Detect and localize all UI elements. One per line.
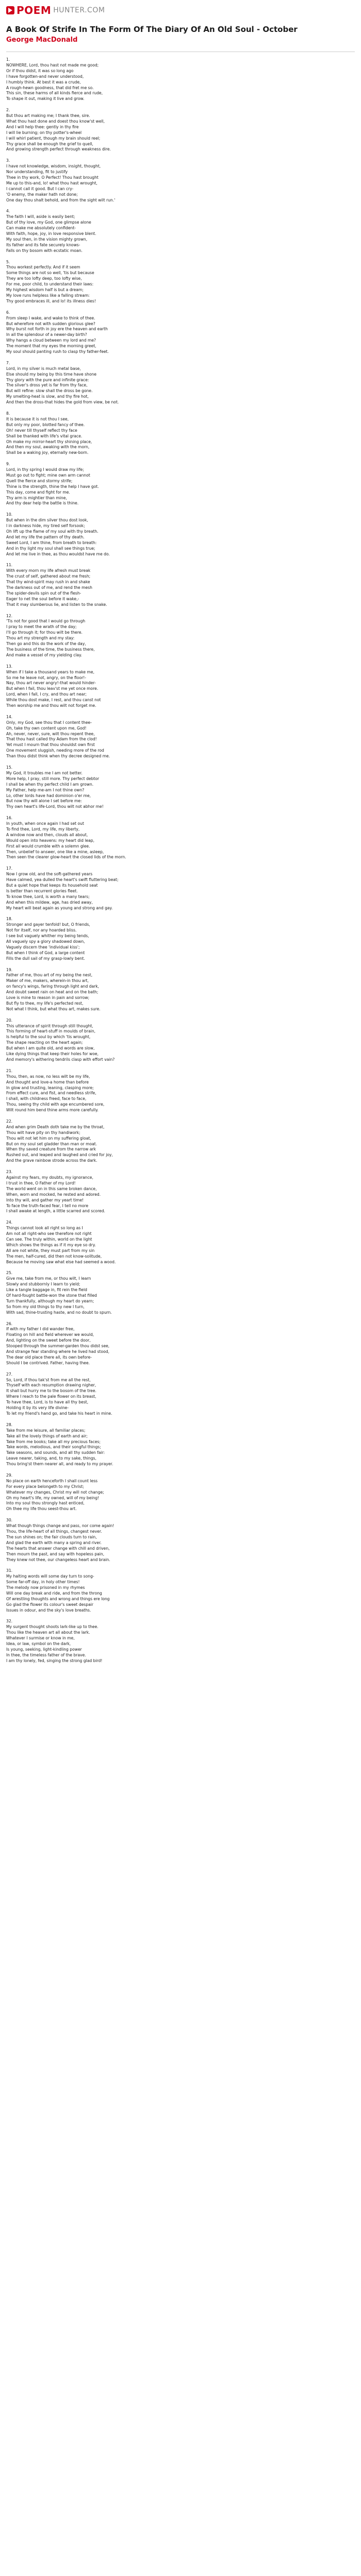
- poem-line: Not for itself, nor any hoarded bliss.: [6, 928, 77, 933]
- poem-line: For every place belongeth to my Christ;: [6, 1484, 84, 1489]
- poem-line: No place on earth henceforth I shall count less: [6, 1478, 98, 1483]
- stanza-number: 26.: [6, 1321, 13, 1326]
- poem-line: More help, I pray, still more. Thy perfect debtor: [6, 776, 100, 781]
- stanza: [6, 57, 355, 102]
- poem-line: Idea, or law, symbol on the dark,: [6, 1641, 71, 1647]
- poem-line: What thou hast done and doest thou know'st well,: [6, 118, 105, 124]
- poem-line: To find thee, Lord, my life, my liberty,: [6, 826, 80, 832]
- poem-line: What though things change and pass, nor come again!: [6, 1523, 114, 1529]
- poem-line: And let my life the pattern of thy death.: [6, 534, 85, 539]
- poem-line: Its father and its fate securely knows-: [6, 242, 80, 247]
- poem-line: Thyself with each resumption drawing nigher,: [6, 1383, 96, 1388]
- poem-line: But fly to thee, my life's perfected rest,: [6, 1001, 84, 1006]
- poem-line: Turn thankfully, although my heart do yearn;: [6, 1298, 94, 1303]
- stanza-number: 3.: [6, 158, 10, 163]
- stanza-number: 25.: [6, 1270, 13, 1276]
- poem-line: From effect cure, and fist, and needless strife,: [6, 1091, 96, 1096]
- poem-line: Oh, take thy own content upon me, God!: [6, 725, 87, 731]
- poem-line: And thought and love-a home than before: [6, 1079, 89, 1084]
- poem-line: I'll go through it; for thou wilt be there.: [6, 630, 83, 635]
- poem-line: My smelting-heat is slow, and thy fire hot,: [6, 394, 89, 399]
- poem-line: But when I am quite old, and words are slow,: [6, 1046, 95, 1051]
- poem-line: NOWHERE, Lord, thou hast not made me good;: [6, 62, 99, 67]
- poem-line: Is young, seeking, light-kindling power: [6, 1647, 82, 1652]
- poem-line: Thy arm is mightier than mine,: [6, 495, 67, 500]
- poem-line: Floating on hill and field wherever we would,: [6, 1332, 94, 1337]
- stanza-number: 1.: [6, 57, 10, 62]
- poem-line: Then, unbelief to answer, one like a mine, asleep,: [6, 849, 104, 854]
- poem-line: Thou, the life-heart of all things, changest never.: [6, 1529, 102, 1534]
- poem-line: In thee, the timeless father of the brave.: [6, 1652, 86, 1657]
- stanza-number: 13.: [6, 664, 13, 669]
- poem-line: I shall awake at length, a little scarred and scored.: [6, 1209, 105, 1214]
- poem-body: [0, 57, 361, 1664]
- poem-line: I humbly think. At best it was a crude,: [6, 79, 81, 84]
- poem-line: And glad the earth with many a spring and river.: [6, 1540, 102, 1545]
- poem-line: This utterance of spirit through still thought,: [6, 1023, 93, 1028]
- stanza: [6, 108, 355, 152]
- poem-line: But now thy will alone I set before me:: [6, 799, 82, 804]
- poem-line: In all the splendour of a newer-day birth?: [6, 332, 87, 337]
- poem-line: When if I take a thousand years to make me,: [6, 669, 94, 674]
- poem-line: Leave nearer, taking, and, to my sake, things,: [6, 1456, 96, 1461]
- stanza-number: 10.: [6, 512, 13, 517]
- poem-line: From sleep I wake, and wake to think of thee.: [6, 315, 95, 320]
- poem-line: Thou workest perfectly. And if it seem: [6, 265, 80, 270]
- poem-line: Nor understanding, fit to justify: [6, 170, 68, 175]
- stanza: [6, 411, 355, 456]
- poem-line: Why burst not forth in joy ere the heaven and earth: [6, 327, 108, 332]
- poem-line: To know thee, Lord, is worth a many tears;: [6, 894, 90, 899]
- poem-line: I see but vaguely whither my being tends,: [6, 934, 89, 939]
- poem-line: Falls on thy bosom with ecstatic moan.: [6, 248, 83, 253]
- poem-line: Lord, in thy spring I would draw my life;: [6, 467, 84, 472]
- poem-author-link[interactable]: George MacDonald: [6, 36, 78, 44]
- stanza-number: 28.: [6, 1422, 13, 1427]
- poem-line: Maker of me, makers, wherein-in thou art,: [6, 978, 89, 984]
- poem-line: Then seen the clearer glow-heart the closed lids of the morn.: [6, 855, 126, 860]
- stanza: [6, 1321, 355, 1366]
- stanza-number: 12.: [6, 613, 13, 618]
- poem-line: It shall but hurry me to the bosom of the tree.: [6, 1388, 96, 1394]
- stanza-number: 11.: [6, 563, 13, 568]
- poem-line: Why hangs a cloud between my lord and me?: [6, 338, 96, 343]
- poem-line: Slowly and stubbornly I learn to yield;: [6, 1282, 80, 1287]
- poem-line: Thy grace shall be enough the grief to quell,: [6, 141, 93, 146]
- stanza: [6, 1119, 355, 1164]
- stanza: [6, 1568, 355, 1613]
- poem-line: And let me live in thee, as thou wouldst have me do.: [6, 551, 110, 556]
- stanza-number: 15.: [6, 765, 13, 770]
- poem-line: And, lighting on the sweet before the door,: [6, 1338, 91, 1343]
- stanza-number: 6.: [6, 310, 10, 315]
- poem-line: To let my friend's hand go, and take his heart in mine.: [6, 1411, 112, 1416]
- poem-line: Take words, melodious, and their songful things;: [6, 1445, 101, 1450]
- poem-line: Where I reach to the pale flower on its breast,: [6, 1394, 96, 1399]
- stanza: [6, 563, 355, 607]
- poem-line: And doubt sweet rain on heat and on the bath;: [6, 990, 99, 995]
- poem-line: But on my soul set gladder than man or moat.: [6, 1141, 97, 1146]
- stanza: [6, 1473, 355, 1512]
- poem-line: And memory's withering tendrils clasp with effort vain?: [6, 1057, 115, 1062]
- stanza-number: 23.: [6, 1170, 13, 1175]
- poem-line: One day thou shalt behold, and from the sight wilt run.': [6, 197, 116, 202]
- stanza: [6, 1518, 355, 1563]
- poem-line: For me, poor child, to understand their laws:: [6, 282, 94, 287]
- poem-line: And in thy light my soul shall see things true;: [6, 546, 95, 551]
- poem-line: Take from me books; take all my precious faces;: [6, 1439, 101, 1444]
- poem-line: Thou wilt have pity on thy handiwork;: [6, 1130, 80, 1135]
- poem-line: I am thy lonely, fed, singing the strong glad bird!: [6, 1658, 103, 1663]
- poem-line: I cannot call it good. But I can cry-: [6, 186, 74, 191]
- poem-line: And when this mildew, age, has dried away,: [6, 900, 93, 905]
- poem-line: But wherefore not with sudden glorious glee?: [6, 321, 95, 326]
- stanza: [6, 512, 355, 557]
- poem-line: Can make me absolutely confident-: [6, 226, 76, 231]
- poem-line: Am not all right-who see therefore not right: [6, 1231, 92, 1236]
- stanza-number: 32.: [6, 1619, 13, 1624]
- poem-line: In glow and trusting, leaning, clasping more;: [6, 1085, 94, 1090]
- poem-line: Is better than recurrent glories fleet.: [6, 888, 78, 893]
- poem-line: They are too lofty deep, too lofty wise,: [6, 276, 82, 281]
- stanza-number: 5.: [6, 259, 10, 264]
- poem-line: Else should my being by this time have shone: [6, 371, 96, 377]
- stanza: [6, 462, 355, 506]
- poem-line: And I will help thee: gently in thy fire: [6, 124, 79, 129]
- poem-line: And strange fear standing where he lived had stood,: [6, 1349, 109, 1354]
- stanza-number: 18.: [6, 917, 13, 922]
- poem-line: In youth, when once again I had set out: [6, 821, 84, 826]
- poem-line: The business of the time, the business there,: [6, 647, 95, 652]
- poem-line: This day, come and fight for me.: [6, 489, 70, 495]
- poem-line: So, Lord, if thou tak'st from me all the rest,: [6, 1377, 91, 1382]
- poem-line: Take from me leisure, all familiar places;: [6, 1428, 86, 1433]
- poem-line: And thy dear help the battle is thine.: [6, 501, 79, 506]
- poem-line: Thou wilt not let him on my suffering gloat,: [6, 1136, 91, 1141]
- poem-line: Like a tangle baggage in, fit rein the field: [6, 1287, 87, 1293]
- poem-line: To have thee, Lord, is to have all thy best,: [6, 1400, 89, 1405]
- poem-line: Thee in thy work, O Perfect! Thou hast brought: [6, 175, 99, 180]
- poem-line: But of thy love, my God, one glimpse alone: [6, 220, 91, 225]
- poem-line: But will refine: slow shall the dross be gone.: [6, 388, 93, 394]
- stanza-number: 16.: [6, 816, 13, 821]
- poem-line: Shall be a waking joy, eternally new-born.: [6, 450, 89, 455]
- poem-line: Oh make my mirror-heart thy shining place,: [6, 439, 92, 444]
- stanza: [6, 361, 355, 405]
- poem-line: The crust of self, gathered about me fresh;: [6, 574, 91, 579]
- stanza-number: 19.: [6, 967, 13, 972]
- poem-line: This sin, these harms of all kinds fierce and rude,: [6, 91, 103, 96]
- poem-line: My surgent thought shoots lark-like up to thee.: [6, 1624, 99, 1630]
- poem-line: Will one day break and ride, and from the throng: [6, 1590, 102, 1596]
- stanza: [6, 1619, 355, 1664]
- stanza: [6, 765, 355, 810]
- poem-line: But when I think of God, a large content: [6, 950, 85, 955]
- stanza-number: 27.: [6, 1371, 13, 1377]
- poem-line: When, worn and mocked, he rested and adored.: [6, 1192, 101, 1197]
- poem-line: Now I grow old, and the soft-gathered years: [6, 872, 93, 877]
- stanza-number: 29.: [6, 1472, 13, 1478]
- poem-line: The world went on in this same broken dance,: [6, 1186, 97, 1191]
- poem-line: Issues in odour, and the sky's love breaths.: [6, 1607, 91, 1613]
- poem-line: All are not white, they must part from my sin: [6, 1248, 95, 1253]
- poem-line: To face the truth-faced fear, I tell no more: [6, 1203, 89, 1208]
- poem-line: Lord, when I fall, I cry, and thou art near;: [6, 692, 87, 697]
- stanza: [6, 1270, 355, 1315]
- poem-line: Thine is the strength, thine the help I have got.: [6, 484, 99, 489]
- poem-line: Whatever my changes, Christ my will not change;: [6, 1489, 104, 1495]
- poem-line: My soul should panting rush to clasp thy father-feet.: [6, 349, 109, 354]
- poem-line: Into thy will, and gather my yeart time!: [6, 1197, 84, 1202]
- poem-line: The silver's dross yet is far from thy face,: [6, 383, 88, 388]
- poem-line: A rough-hewn goodness, that did fret me so.: [6, 85, 94, 90]
- poem-line: The sun shines on; the fair clouds turn to rain,: [6, 1534, 97, 1539]
- stanza: [6, 968, 355, 1012]
- poem-line: 'Tis not for good that I would go through: [6, 619, 86, 624]
- poem-line: That it may slumberous lie, and listen to the snake.: [6, 602, 107, 607]
- poem-line: Oh thee my life thou seest-thou art.: [6, 1506, 77, 1512]
- poem-line: The melody now prisoned in my rhymes: [6, 1585, 85, 1590]
- poem-line: And growing strength perfect through weakness dire.: [6, 147, 111, 152]
- poem-line: Thou art my strength and my stay:: [6, 636, 75, 641]
- stanza: [6, 1220, 355, 1265]
- poem-line: The moment that my eyes the morning greet,: [6, 344, 96, 349]
- poem-line: My God, it troubles me I am not better.: [6, 770, 83, 775]
- poem-line: Is helpful to the soul by which 'tis wrought,: [6, 1035, 91, 1040]
- stanza: [6, 1170, 355, 1214]
- poem-line: My highest wisdom half is but a dream;: [6, 287, 84, 293]
- stanza: [6, 866, 355, 911]
- stanza-number: 24.: [6, 1220, 13, 1225]
- poem-line: Go glad the flower its colour's sweet despair: [6, 1602, 93, 1607]
- stanza: [6, 260, 355, 304]
- poem-line: Not what I think, but what thou art, makes sure.: [6, 1006, 101, 1011]
- poem-line: Thou bring'st them nearer all, and ready to my prayer.: [6, 1462, 113, 1467]
- poem-line: Whatever I surmise or know in me,: [6, 1636, 75, 1641]
- poem-line: Oh! never till thyself reflect thy face: [6, 428, 77, 433]
- poem-line: One movement sluggish, needing more of the rod: [6, 748, 104, 753]
- poem-heading: [0, 21, 361, 47]
- site-logo[interactable]: [6, 4, 105, 16]
- stanza: [6, 917, 355, 961]
- poem-line: While thou dost make, I rest, and thou canst not: [6, 698, 101, 703]
- poem-line: Thou like the heaven art all about the lark.: [6, 1630, 90, 1635]
- poem-line: on fancy's wings, faring through light and dark,: [6, 984, 100, 989]
- poem-line: Oh lift up the flame of my soul with thy breath.: [6, 529, 99, 534]
- poem-line: Give me, take from me, or thou wilt, I learn: [6, 1276, 91, 1281]
- stanza: [6, 1422, 355, 1467]
- stanza-number: 14.: [6, 714, 13, 719]
- poem-line: Shall be thanked with life's vital grace.: [6, 433, 83, 438]
- poem-line: Than thou didst think when thy decree designed me.: [6, 754, 110, 759]
- poem-line: Lord, in my silver is much metal base,: [6, 366, 81, 371]
- poem-line: Thy good embraces ill, and lo! its illness dies!: [6, 298, 96, 303]
- poem-line: Stronger and gayer tenfold! but, O friends,: [6, 922, 90, 927]
- poem-line: I pray to meet the wrath of the day;: [6, 624, 77, 630]
- stanza: [6, 1069, 355, 1113]
- poem-line: Would open into heavens: my heart did leap,: [6, 838, 95, 843]
- poem-line: My love runs helpless like a falling stream:: [6, 293, 90, 298]
- poem-line: Father of me, thou art of my being the nest,: [6, 973, 93, 978]
- poem-line: Love is mine to reason in pain and sorrow;: [6, 995, 90, 1001]
- stanza-number: 2.: [6, 108, 10, 113]
- poem-line: But when in the dim silver thou dost look,: [6, 518, 88, 523]
- poem-line: I shall, with childness freed, face to face,: [6, 1096, 87, 1101]
- poem-line: Must go out to fight; mine own arm cannot: [6, 472, 90, 478]
- poem-line: Then go and this do the work of the day,: [6, 641, 86, 647]
- poem-line: The men, half-cured, did then not know-solitude,: [6, 1253, 102, 1259]
- stanza: [6, 1018, 355, 1063]
- poem-line: If with my father I did wander free,: [6, 1327, 75, 1332]
- poem-line: Eager to net the soul before it wake,-: [6, 596, 79, 601]
- poem-line: Holding it by its very life divine-: [6, 1405, 69, 1411]
- poem-line: But only my poor, blotted fancy of thee.: [6, 422, 85, 427]
- poem-line: When thy saved creature from the narrow ark: [6, 1147, 96, 1152]
- site-header: [0, 0, 361, 21]
- poem-line: Some things are not so well, 'tis but because: [6, 270, 94, 276]
- poem-title: A Book Of Strife In The Form Of The Diary Of An Old Soul - October: [6, 25, 298, 34]
- poem-line: That thy wind-spirit may rush in and shake: [6, 580, 90, 585]
- stanza: [6, 1372, 355, 1417]
- poem-line: Lo, other lords have had dominion o'er me,: [6, 793, 91, 798]
- poem-line: Have calmed, yea dulled the heart's swift fluttering beat;: [6, 877, 119, 883]
- poem-line: Thou, seeing thy child with age encumbered sore,: [6, 1102, 105, 1107]
- stanza: [6, 209, 355, 253]
- poem-line: Then worship me and thou wilt not forget me.: [6, 703, 96, 708]
- stanza: [6, 816, 355, 860]
- poem-line: Take seasons, and sounds, and all thy sudden fair:: [6, 1450, 105, 1455]
- poem-line: Thy glory with the pure and infinite grace:: [6, 377, 89, 382]
- stanza: [6, 614, 355, 658]
- poem-line: Then mourn the past, and say with hopeless pain,: [6, 1551, 105, 1556]
- play-logo-icon: [6, 6, 14, 14]
- poem-line: With faith, hope, joy, in love responsive blent.: [6, 231, 96, 236]
- stanza: [6, 715, 355, 759]
- poem-line: I have forgotten-and never understood,: [6, 74, 84, 79]
- stanza-number: 4.: [6, 209, 10, 214]
- poem-line: Of wrestling thoughts and wrong and things ere long: [6, 1596, 110, 1601]
- poem-line: Wilt round him bend thine arms more carefully.: [6, 1108, 99, 1113]
- stanza-number: 22.: [6, 1118, 13, 1124]
- poem-line: The spider-devils spin out of the flesh-: [6, 590, 81, 596]
- stanza-number: 8.: [6, 411, 10, 416]
- poem-line: This forming of heart-stuff in moulds of brain,: [6, 1029, 96, 1034]
- poem-line: They knew not thee, our changeless heart and brain.: [6, 1557, 110, 1562]
- poem-line: 'O enemy, the maker hath not done;: [6, 192, 78, 197]
- poem-line: Thy own heart's life-Lord, thou wilt not abhor me!: [6, 804, 104, 809]
- poem-line: Stooped through the summer-garden thou didst see,: [6, 1344, 110, 1349]
- poem-line: My soul then, in the vision mighty grown,: [6, 236, 88, 242]
- logo-text: POEM: [17, 4, 52, 16]
- poem-line: Me up to this-and, lo! what thou hast wrought,: [6, 180, 97, 185]
- poem-line: Which shows the things as if it my eye so dry.: [6, 1242, 96, 1247]
- poem-line: Vaguely discern thee 'individual kiss';: [6, 944, 80, 950]
- stanza-number: 17.: [6, 866, 13, 871]
- poem-line: I will whirl patient, though my brain should reel;: [6, 135, 101, 141]
- stanza-number: 20.: [6, 1018, 13, 1023]
- poem-line: And the grave rainbow strode across the dark.: [6, 1158, 97, 1163]
- poem-line: I in darkness hide, my tired self forsook;: [6, 523, 85, 529]
- poem-line: Against my fears, my doubts, my ignorance,: [6, 1175, 93, 1180]
- poem-line: It is because it is not thou I see,: [6, 416, 69, 421]
- poem-line: And when grim Death doth take me by the throat,: [6, 1124, 105, 1129]
- poem-line: Nay, thou art never angry!-that would hinder-: [6, 681, 96, 686]
- stanza: [6, 158, 355, 203]
- poem-line: That thou hast called thy Adam from the clod!: [6, 737, 97, 742]
- poem-line: So me he leave not, angry, on the floor!-: [6, 675, 87, 680]
- poem-line: Only, my God, see thou that I content thee-: [6, 720, 92, 725]
- poem-line: The faith I will, aside is easily bent;: [6, 214, 75, 219]
- poem-line: With every morn my life afresh must break: [6, 568, 91, 573]
- poem-line: First all would crumble with a solemn glee.: [6, 843, 90, 849]
- poem-line: With sad, thine-trusting haste, and no doubt to spurn.: [6, 1310, 112, 1315]
- poem-line: Fills the dull sail of my grasp-lowly bent.: [6, 956, 85, 961]
- poem-line: So from my old things to thy new I turn,: [6, 1304, 85, 1309]
- poem-line: Quell the fierce and stormy strife;: [6, 478, 73, 483]
- poem-line: Like dying things that keep their holes for woe,: [6, 1052, 99, 1057]
- poem-line: The darkness out of me, and rend the mesh: [6, 585, 92, 590]
- poem-line: Because he moving saw what else had seemed a wood.: [6, 1259, 116, 1264]
- poem-line: Should I be contrived. Father, having thee.: [6, 1360, 90, 1365]
- poem-line: I shall be when thy perfect child I am grown.: [6, 782, 94, 787]
- logo-tld: HUNTER.COM: [53, 6, 105, 14]
- poem-line: To shape it out, making it live and grow.: [6, 96, 85, 101]
- poem-line: A window now and then, clouds all about,: [6, 832, 88, 837]
- poem-line: The shape reacting on the heart again;: [6, 1040, 83, 1045]
- poem-line: But a quiet hope that keeps its household seat: [6, 883, 98, 888]
- poem-line: Oh my heart's life, my owned, will of my being!: [6, 1495, 100, 1500]
- stanza-number: 31.: [6, 1568, 13, 1573]
- stanza-number: 9.: [6, 462, 10, 467]
- poem-line: Some far-off day, in holy other times!: [6, 1580, 80, 1585]
- poem-line: My Father, help me-am I not thine own?: [6, 787, 85, 792]
- poem-line: Yet must I mourn that thou shouldst own first: [6, 742, 95, 748]
- poem-line: Thou, then, as now, no less wilt be my life,: [6, 1074, 90, 1079]
- poem-line: Take all the lovely things of earth and air;: [6, 1433, 88, 1438]
- poem-line: And make a vessel of my yielding clay.: [6, 652, 83, 657]
- poem-line: My halting words will some day turn to song-: [6, 1574, 94, 1579]
- stanza-number: 30.: [6, 1518, 13, 1523]
- poem-line: Can see. The truly within, world on the light: [6, 1236, 92, 1242]
- poem-line: All vaguely spy a glory shadowed down,: [6, 939, 85, 944]
- poem-line: Or if thou didst, it was so long ago: [6, 68, 74, 73]
- poem-line: I have not knowledge, wisdom, insight, thought,: [6, 164, 101, 169]
- poem-line: Sweet Lord, I am thine, from breath to breath:: [6, 540, 97, 545]
- poem-line: But when I fail, thou leav'st me yet once more.: [6, 686, 99, 691]
- poem-line: Things cannot look all right so long as I: [6, 1226, 83, 1231]
- poem-line: I will lie burning; on thy potter's-wheel: [6, 130, 82, 135]
- poem-line: The dear old place there all, its own before-: [6, 1354, 92, 1360]
- poem-line: Into my soul thou strongly hast enticed,: [6, 1501, 85, 1506]
- poem-line: My heart will beat again as young and strong and gay.: [6, 905, 113, 910]
- poem-line: Rushed out, and leaped and laughed and cried for joy,: [6, 1153, 113, 1158]
- poem-line: The hearts that answer change with chill and driven,: [6, 1546, 110, 1551]
- poem-line: I trust in thee, O Father of my Lord!: [6, 1180, 76, 1185]
- poem-line: But thou art making me; I thank thee, sire.: [6, 113, 90, 118]
- poem-line: And then the dross-that hides the gold from view, be not.: [6, 400, 119, 405]
- stanza-number: 7.: [6, 360, 10, 365]
- stanza: [6, 310, 355, 355]
- poem-line: And then my soul, awaking with the morn,: [6, 445, 90, 450]
- poem-line: Of hard-fought battle-won the stone that filled: [6, 1293, 97, 1298]
- poem-line: Ah, never, never, sure, wilt thou repent thee,: [6, 731, 95, 736]
- stanza: [6, 664, 355, 709]
- stanza-number: 21.: [6, 1068, 13, 1073]
